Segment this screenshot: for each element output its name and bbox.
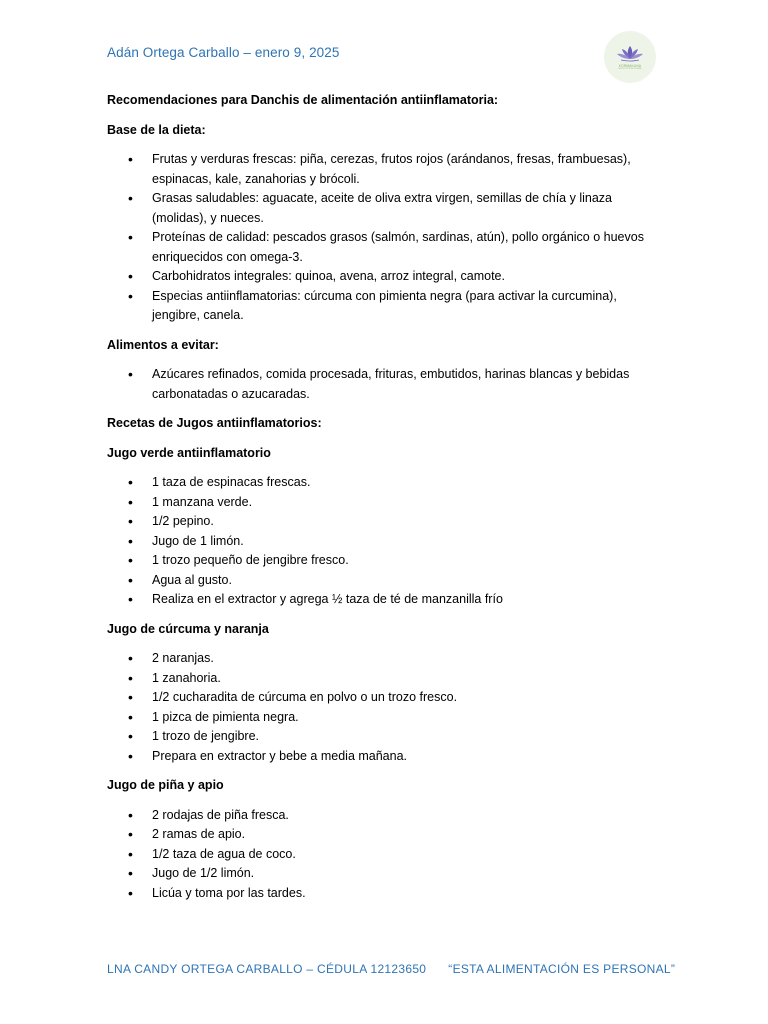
logo-subtext: NUTRICIÓN INTEGRAL: [618, 67, 642, 70]
list-item: • Especias antiinflamatorias: cúrcuma con pimienta negra (para activar la curcumina), jengibre, canela.: [107, 287, 667, 326]
list-avoid: [107, 365, 667, 404]
logo: [604, 31, 656, 83]
list-item: • 1 trozo de jengibre.: [107, 727, 667, 747]
recipe-title-pina-apio: Jugo de piña y apio: [107, 778, 224, 792]
list-item: • 1 pizca de pimienta negra.: [107, 708, 667, 728]
list-base: [107, 150, 667, 326]
list-item: • 1/2 cucharadita de cúrcuma en polvo o un trozo fresco.: [107, 688, 667, 708]
list-item: • 1 trozo pequeño de jengibre fresco.: [107, 551, 667, 571]
list-item: • Jugo de 1/2 limón.: [107, 864, 667, 884]
list-item: • Realiza en el extractor y agrega ½ taza de té de manzanilla frío: [107, 590, 667, 610]
list-item: • 1 zanahoria.: [107, 669, 667, 689]
document-title: Recomendaciones para Danchis de alimentación antiinflamatoria:: [107, 93, 499, 107]
list-item: • Proteínas de calidad: pescados grasos (salmón, sardinas, atún), pollo orgánico o huevos enriquecidos con omega-3.: [107, 228, 667, 267]
section-heading-base: Base de la dieta:: [107, 122, 206, 137]
list-item: • Azúcares refinados, comida procesada, frituras, embutidos, harinas blancas y bebidas carbonatadas o azucaradas.: [107, 365, 667, 404]
section-heading-recipes: Recetas de Jugos antiinflamatorios:: [107, 416, 322, 430]
list-item: • Frutas y verduras frescas: piña, cerezas, frutos rojos (arándanos, fresas, frambuesas), espinacas, kale, zanahorias y brócoli.: [107, 150, 667, 189]
list-recipe-jugo-verde: [107, 473, 667, 610]
logo-text: KORMAKUNA: [618, 63, 642, 68]
list-item: • 2 naranjas.: [107, 649, 667, 669]
list-item: • 1/2 pepino.: [107, 512, 667, 532]
section-heading-avoid: Alimentos a evitar:: [107, 337, 219, 352]
list-item: • Agua al gusto.: [107, 571, 667, 591]
list-recipe-pina-apio: [107, 806, 667, 904]
footer-disclaimer: “ESTA ALIMENTACIÓN ES PERSONAL”: [448, 962, 676, 976]
list-recipe-curcuma-naranja: [107, 649, 667, 766]
list-item: • 1/2 taza de agua de coco.: [107, 845, 667, 865]
lotus-icon: [615, 44, 645, 62]
footer: [107, 962, 675, 976]
list-item: • Jugo de 1 limón.: [107, 532, 667, 552]
list-item: • 1 manzana verde.: [107, 493, 667, 513]
recipe-title-curcuma-naranja: Jugo de cúrcuma y naranja: [107, 621, 269, 636]
list-item: • 2 rodajas de piña fresca.: [107, 806, 667, 826]
document-body: [107, 91, 667, 913]
header-author-date: Adán Ortega Carballo – enero 9, 2025: [107, 45, 340, 60]
recipe-title-jugo-verde: Jugo verde antiinflamatorio: [107, 445, 271, 460]
list-item: • Grasas saludables: aguacate, aceite de oliva extra virgen, semillas de chía y linaza (molidas), y nueces.: [107, 189, 667, 228]
list-item: • 2 ramas de apio.: [107, 825, 667, 845]
list-item: • Licúa y toma por las tardes.: [107, 884, 667, 904]
list-item: • Carbohidratos integrales: quinoa, avena, arroz integral, camote.: [107, 267, 667, 287]
list-item: • Prepara en extractor y bebe a media mañana.: [107, 747, 667, 767]
list-item: • 1 taza de espinacas frescas.: [107, 473, 667, 493]
footer-credentials: LNA CANDY ORTEGA CARBALLO – CÉDULA 12123650: [107, 962, 427, 976]
